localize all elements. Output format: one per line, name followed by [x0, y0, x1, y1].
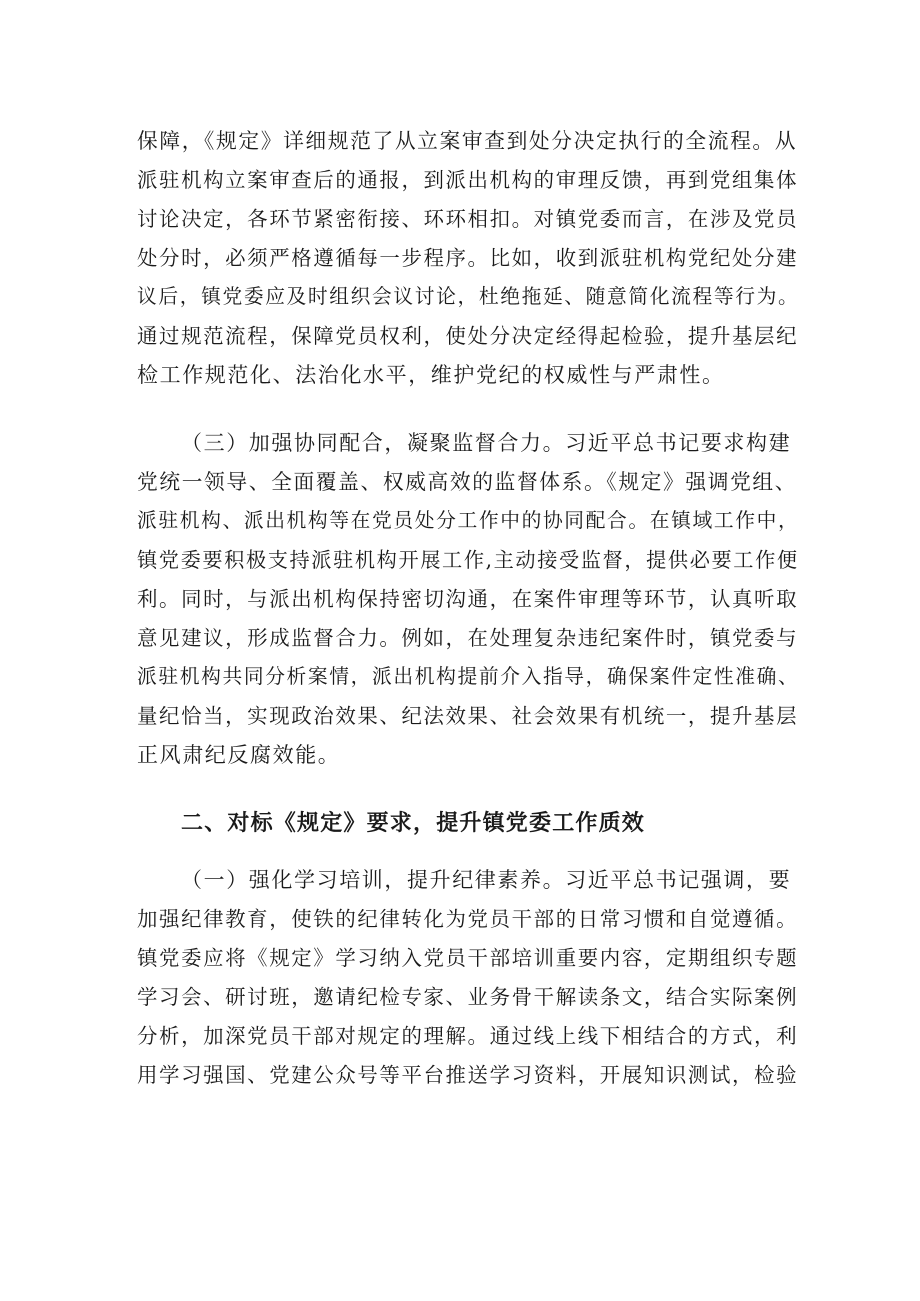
body-line: 利。同时，与派出机构保持密切沟通，在案件审理等环节，认真听取	[137, 587, 799, 611]
section-heading: 二、对标《规定》要求，提升镇党委工作质效	[181, 811, 646, 836]
body-line: 派驻机构立案审查后的通报，到派出机构的审理反馈，再到党组集体	[137, 168, 799, 192]
subsection-heading-line: （一）强化学习培训，提升纪律素养。习近平总书记强调，要	[181, 868, 792, 892]
body-line: 派驻机构共同分析案情，派出机构提前介入指导，确保案件定性准确、	[137, 665, 800, 688]
body-line: 保障，《规定》详细规范了从立案审查到处分决定执行的全流程。从	[137, 129, 798, 153]
body-line: 正风肃纪反腐效能。	[137, 743, 341, 767]
body-line: 通过规范流程，保障党员权利，使处分决定经得起检验，提升基层纪	[137, 324, 799, 348]
body-line: 意见建议，形成监督合力。例如，在处理复杂违纪案件时，镇党委与	[137, 626, 799, 650]
body-line: 镇党委要积极支持派驻机构开展工作,主动接受监督，提供必要工作便	[137, 548, 799, 572]
body-line: 镇党委应将《规定》学习纳入党员干部培训重要内容，定期组织专题	[137, 946, 799, 970]
body-line: 党统一领导、全面覆盖、权威高效的监督体系。《规定》强调党组、	[137, 470, 798, 494]
body-line: 讨论决定，各环节紧密衔接、环环相扣。对镇党委而言，在涉及党员	[137, 207, 799, 231]
body-line: 分析，加深党员干部对规定的理解。通过线上线下相结合的方式，利	[137, 1024, 799, 1048]
body-line: 检工作规范化、法治化水平，维护党纪的权威性与严肃性。	[137, 363, 725, 387]
body-line: 议后，镇党委应及时组织会议讨论，杜绝拖延、随意简化流程等行为。	[137, 285, 800, 308]
body-line: 学习会、研讨班，邀请纪检专家、业务骨干解读条文，结合实际案例	[137, 985, 799, 1009]
body-line: 加强纪律教育，使铁的纪律转化为党员干部的日常习惯和自觉遵循。	[137, 907, 799, 931]
body-line: 用学习强国、党建公众号等平台推送学习资料，开展知识测试，检验	[137, 1063, 799, 1087]
body-line: 派驻机构、派出机构等在党员处分工作中的协同配合。在镇域工作中，	[137, 509, 800, 532]
subsection-heading-line: （三）加强协同配合，凝聚监督合力。习近平总书记要求构建	[181, 431, 792, 455]
body-line: 处分时，必须严格遵循每一步程序。比如，收到派驻机构党纪处分建	[137, 246, 799, 270]
body-line: 量纪恰当，实现政治效果、纪法效果、社会效果有机统一，提升基层	[137, 704, 799, 728]
